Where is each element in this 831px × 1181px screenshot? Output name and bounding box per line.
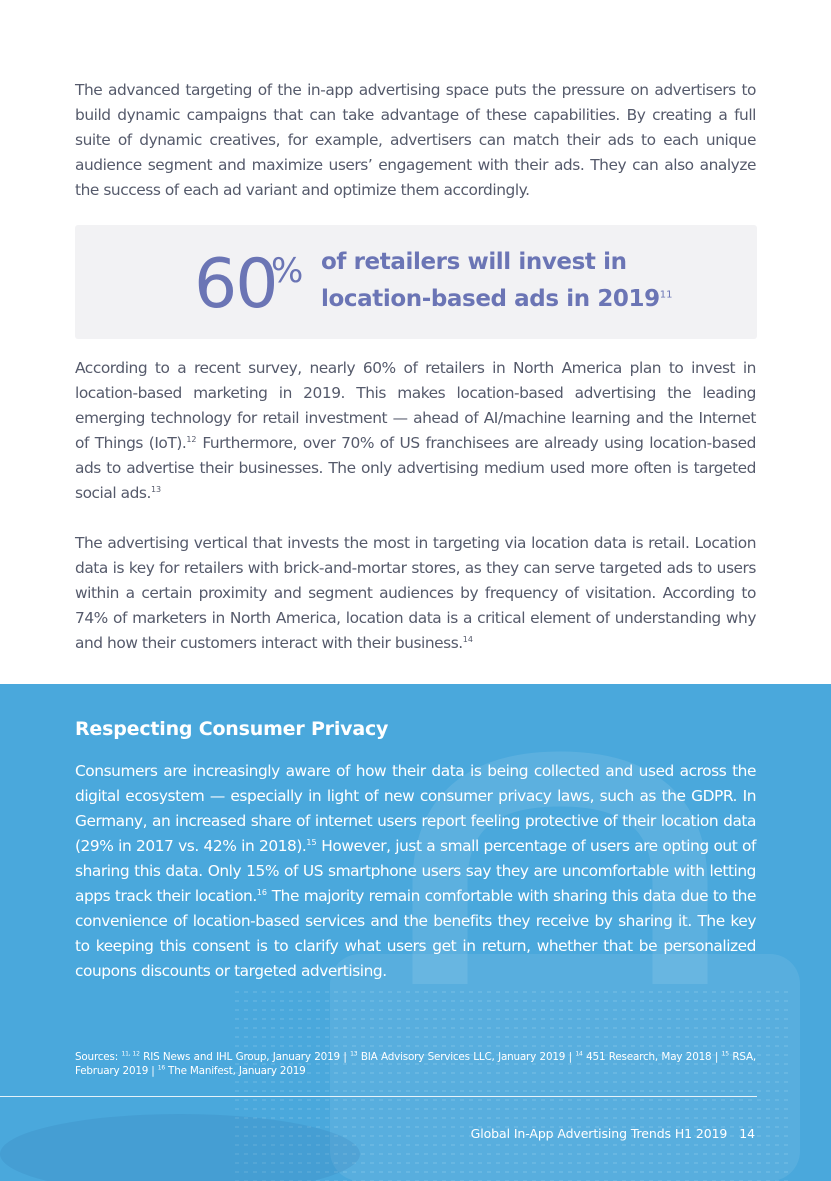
privacy-paragraph <box>75 759 756 984</box>
footnote-ref: 14 <box>462 634 473 644</box>
page-footer <box>471 1125 755 1143</box>
stat-description <box>321 244 741 318</box>
privacy-text-b: However, just a small percentage of users are opting out of sharing this data. Only 15% of US smartphone users say they are uncomfortable with letting apps track their location. <box>75 837 756 905</box>
source-text: BIA Advisory Services LLC, January 2019 | <box>357 1051 576 1063</box>
privacy-text-c: The majority remain comfortable with sharing this data due to the convenience of location-based services and the benefits they receive by sharing it. The key to keeping this consent is to clarify what users get in return, whether that be personalized coupons discounts or targeted advertising. <box>75 887 756 980</box>
footnote-ref: 15 <box>306 837 317 847</box>
source-ref: 14 <box>575 1050 583 1058</box>
footnote-ref: 16 <box>256 887 267 897</box>
footnote-ref: 13 <box>150 484 162 494</box>
source-ref: 13 <box>350 1050 358 1058</box>
page-number: 14 <box>739 1126 755 1141</box>
footer-title: Global In-App Advertising Trends H1 2019 <box>470 1126 728 1141</box>
vertical-paragraph <box>75 531 756 656</box>
source-text: RSA, February 2019 | <box>75 1051 756 1077</box>
source-ref: 15 <box>721 1050 729 1058</box>
privacy-text-a: Consumers are increasingly aware of how their data is being collected and used across the digital ecosystem — especially in light of new consumer privacy laws, such as the GDPR. In Germany, an increased share of internet users report feeling protective of their location data (29% in 2017 vs. 42% in 2018). <box>75 762 756 855</box>
survey-text-b: Furthermore, over 70% of US franchisees are already using location-based ads to advertise their businesses. The only advertising medium used more often is targeted social ads. <box>75 434 756 502</box>
stat-callout <box>75 225 757 339</box>
footer-divider <box>0 1096 757 1097</box>
source-text: 451 Research, May 2018 | <box>582 1051 722 1063</box>
section-heading: Respecting Consumer Privacy <box>75 718 389 740</box>
stat-number: 60 <box>194 245 277 324</box>
source-text: RIS News and IHL Group, January 2019 | <box>139 1051 351 1063</box>
survey-text-a: According to a recent survey, nearly 60% of retailers in North America plan to invest in location-based marketing in 2019. This makes location-based advertising the leading emerging technology for retail investment — ahead of AI/machine learning and the Internet of Things (IoT). <box>75 359 756 452</box>
stat-percent-sign: % <box>271 251 304 291</box>
sources-list <box>75 1050 756 1078</box>
source-text: The Manifest, January 2019 <box>164 1065 306 1077</box>
footnote-ref: 12 <box>186 434 197 444</box>
survey-paragraph <box>75 356 756 506</box>
vertical-text: The advertising vertical that invests the most in targeting via location data is retail. Location data is key for retailers with brick-and-mortar stores, as they can serve targeted ads to users within a certain proximity and segment audiences by frequency of visitation. According to 74% of marketers in North America, location data is a critical element of understanding why and how their customers interact with their business. <box>75 534 756 652</box>
source-ref: 16 <box>157 1064 165 1072</box>
stat-description-text: of retailers will invest in location-based ads in 2019 <box>321 249 660 312</box>
source-ref: 11, 12 <box>121 1050 140 1058</box>
footnote-ref: 11 <box>659 289 673 301</box>
intro-paragraph: The advanced targeting of the in-app advertising space puts the pressure on advertisers to build dynamic campaigns that can take advantage of these capabilities. By creating a full suite of dynamic creatives, for example, advertisers can match their ads to each unique audience segment and maximize users’ engagement with their ads. They can also analyze the success of each ad variant and optimize them accordingly. <box>75 81 756 199</box>
sources-label: Sources: <box>75 1051 122 1063</box>
